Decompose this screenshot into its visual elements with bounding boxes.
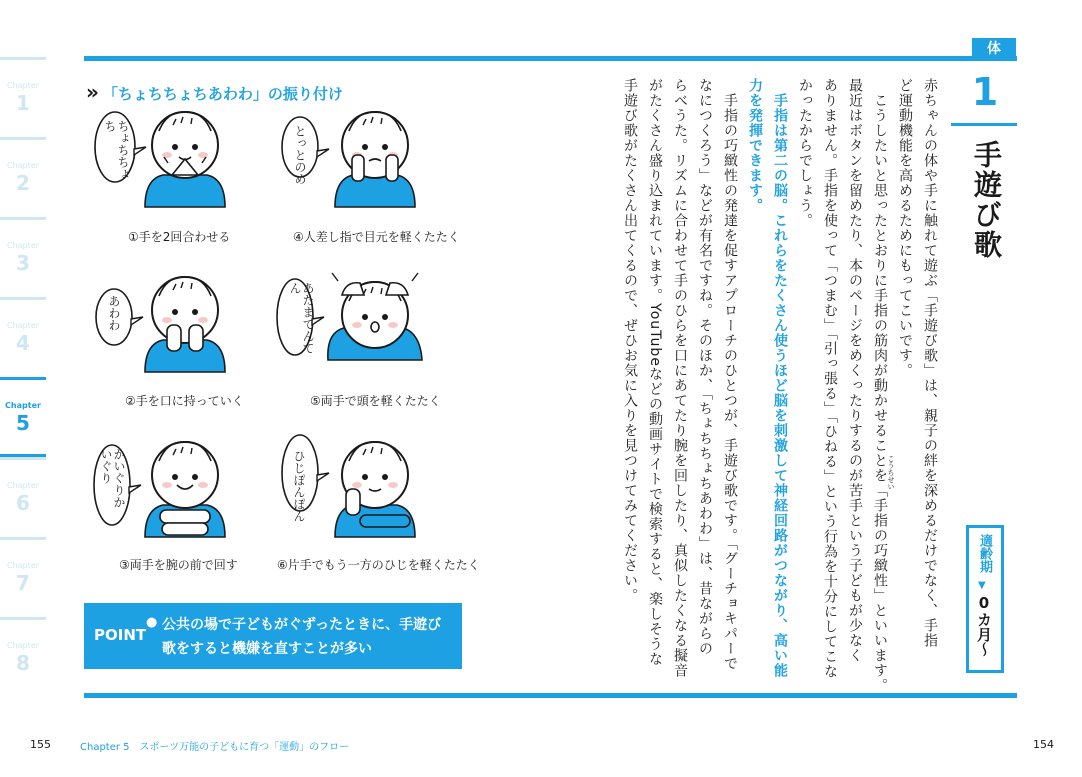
- body-col-4: 最近はボタンを留めたり、本のページをめくったりするのが苦手という子どもが少なく: [847, 78, 863, 663]
- body-col-9: 手指の巧緻性の発達を促すアプローチのひとつが、手遊び歌です。「グーチョキパーで: [722, 93, 738, 671]
- body-col-8: 力を発揮できます。: [747, 78, 763, 213]
- body-col-3: こうしたいと思ったとおりに手指の筋肉が動かせることを「手指の巧緻性」といいます。: [872, 93, 888, 693]
- body-col-1: 赤ちゃんの体や手に触れて遊ぶ「手遊び歌」は、親子の絆を深めるだけでなく、手指: [922, 78, 938, 648]
- double-chevron-icon: »: [86, 80, 99, 104]
- chapter-tab-5[interactable]: Chapter 5: [0, 377, 46, 457]
- body-col-11: らべうた。リズムに合わせて手のひらを口にあてたり腕を回したり、真似したくなる擬音: [672, 78, 688, 678]
- chapter-tab-7[interactable]: Chapter 7: [0, 537, 46, 617]
- footer-chapter: Chapter 5 スポーツ万能の子どもに育つ「運動」のフロー: [80, 742, 350, 753]
- bubble-step-5: あたまてんてん: [288, 282, 315, 354]
- caption-step-3: ③両手を腕の前で回す: [119, 558, 238, 572]
- point-line-2: 歌をすると機嫌を直すことが多い: [162, 641, 372, 657]
- chapter-tab-2[interactable]: Chapter 2: [0, 137, 46, 217]
- point-line-1: 公共の場で子どもがぐずったときに、手遊び: [162, 617, 442, 633]
- chapter-tab-3[interactable]: Chapter 3: [0, 217, 46, 297]
- body-col-7: 手指は第二の脳。これらをたくさん使うほど脳を刺激して神経回路がつながり、高い能: [772, 93, 788, 678]
- chapter-tab-8[interactable]: Chapter 8: [0, 617, 46, 697]
- caption-step-2: ②手を口に持っていく: [125, 394, 244, 408]
- top-rule: [84, 56, 1017, 61]
- caption-step-4: ④人差し指で目元を軽くたたく: [293, 230, 460, 244]
- bubble-step-1: ちょちちょち: [103, 120, 130, 180]
- age-value: 0カ月〜: [975, 594, 993, 657]
- chapter-tab-6[interactable]: Chapter 6: [0, 457, 46, 537]
- caption-step-6: ⑥片手でもう一方のひじを軽くたたく: [277, 558, 480, 572]
- body-col-12: がたくさん盛り込まれています。YouTubeなどの動画サイトで検索すると、楽しそうな: [647, 78, 663, 667]
- age-label: 適齢期: [977, 534, 992, 573]
- chapter-tab-1[interactable]: Chapter 1: [0, 57, 46, 137]
- chapter-tab-4[interactable]: Chapter 4: [0, 297, 46, 377]
- bubble-step-6: ひじぽんぽん: [292, 450, 306, 522]
- body-col-2: ど運動機能を高めるためにもってこいです。: [897, 78, 913, 378]
- right-page-number: 154: [1033, 738, 1054, 751]
- age-box: [966, 525, 1004, 673]
- ruby-annotation: こうちせい: [887, 455, 895, 490]
- body-col-6: かったからでしょう。: [797, 78, 813, 228]
- section-number: 1: [971, 70, 999, 114]
- category-tag: 体: [972, 38, 1016, 60]
- bubble-step-3: かいぐりかいぐり: [99, 448, 126, 508]
- figure-heading: » 「ちょちちょちあわわ」の振り付け: [86, 80, 343, 104]
- caption-step-5: ⑤両手で頭を軽くたたく: [310, 394, 441, 408]
- bubble-step-4: とっとのめ: [293, 125, 307, 185]
- caption-step-1: ①手を2回合わせる: [128, 230, 231, 244]
- point-box: [84, 603, 462, 669]
- section-title: 手遊び歌: [970, 140, 1003, 260]
- body-col-10: なにつくろう」などが有名ですね。そのほか、「ちょちちょちあわわ」は、昔ながらの: [697, 78, 713, 656]
- section-rule: [951, 123, 1017, 126]
- point-label: POINT: [94, 626, 147, 644]
- bottom-rule: [84, 693, 1017, 698]
- body-col-13: 手遊び歌がたくさん出てくるので、ぜひお気に入りを見つけてみてください。: [622, 78, 638, 603]
- bubble-step-2: あわわ: [107, 295, 121, 331]
- triangle-down-icon: ▼: [978, 580, 986, 591]
- body-col-5: ありません。手指を使って「つまむ」「引っ張る」「ひねる」という行為を十分にしてこな: [822, 78, 838, 679]
- bullet-icon: ●: [146, 615, 158, 630]
- choreography-illustrations: [90, 105, 470, 575]
- left-page-number: 155: [30, 738, 51, 751]
